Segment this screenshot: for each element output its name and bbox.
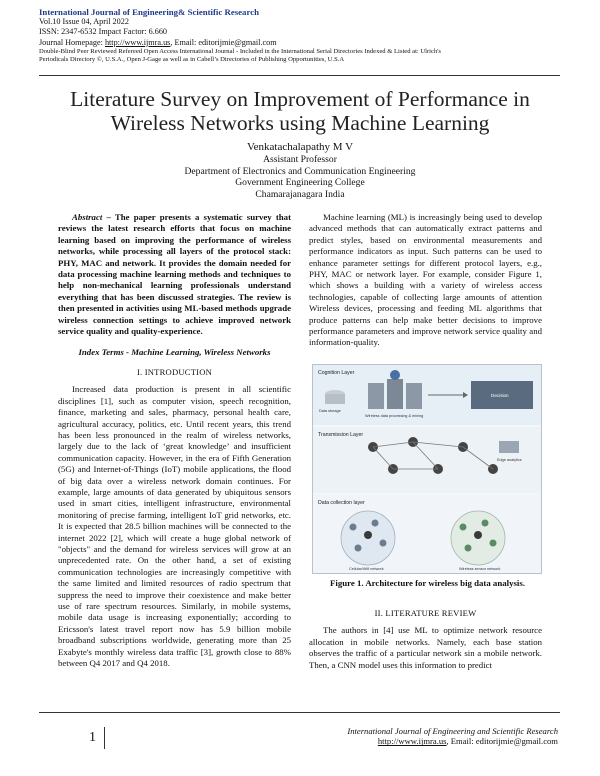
footer-journal-name: International Journal of Engineering and Scientific Research bbox=[347, 726, 558, 736]
server-icon bbox=[368, 383, 384, 409]
edge-server-icon bbox=[499, 441, 519, 453]
journal-title: International Journal of Engineering& Scientific Research bbox=[39, 7, 259, 17]
cognition-layer-label: Cognition Layer bbox=[318, 370, 355, 376]
device-icon bbox=[380, 540, 387, 547]
footer-journal-info bbox=[347, 726, 558, 747]
device-icon bbox=[372, 520, 379, 527]
homepage-label: Journal Homepage: bbox=[39, 37, 105, 47]
decision-label: Decision bbox=[491, 393, 509, 398]
journal-header bbox=[39, 7, 569, 65]
homepage-line bbox=[39, 38, 569, 48]
homepage-link[interactable]: http://www.ijmra.us bbox=[104, 37, 171, 47]
section-introduction-heading: I. INTRODUCTION bbox=[136, 366, 213, 377]
gateway-icon bbox=[474, 531, 482, 539]
footer-url-link[interactable]: http://www.ijmra.us bbox=[377, 736, 447, 747]
author-dept: Department of Electronics and Communication Engineering bbox=[184, 165, 416, 177]
device-icon bbox=[350, 524, 357, 531]
author-college: Government Engineering College bbox=[235, 177, 365, 189]
page-footer bbox=[39, 712, 560, 747]
right-column-lower bbox=[309, 604, 542, 671]
indexing-line-1: Double-Blind Peer Reviewed Refereed Open Access International Journal - Included in the International Serial Directories Indexed & Listed at: Ulrich's bbox=[39, 47, 441, 55]
sensor-icon bbox=[490, 540, 497, 547]
network-node-icon bbox=[390, 370, 400, 380]
figure-caption: Figure 1. Architecture for wireless big data analysis. bbox=[330, 578, 525, 588]
author-position: Assistant Professor bbox=[263, 154, 337, 165]
processing-label: Wireless data processing & mining bbox=[365, 414, 424, 418]
issn-info: ISSN: 2347-6532 Impact Factor: 6.660 bbox=[39, 27, 168, 37]
paper-title: Literature Survey on Improvement of Performance in Wireless Networks using Machine Learning bbox=[70, 87, 530, 135]
footer-divider bbox=[39, 712, 560, 713]
left-column bbox=[58, 212, 291, 669]
volume-info: Vol.10 Issue 04, April 2022 bbox=[39, 17, 129, 27]
footer-email: , Email: editorijmie@gmail.com bbox=[446, 736, 558, 747]
sensor-icon bbox=[482, 520, 489, 527]
introduction-text: Increased data production is present in all scientific disciplines [1], such as computer vision, speech recognition, finance, marketing and sales, pharmacy, personal health care, agricultural accuracy, politics, etc. Until recent years, this trend has been less pronounced in the realm of wireless networks, largely due to the lack of ‘great knowledge’ and insufficient communication capacity. However, in the era of Fifth Generation (5G) and Internet-of-Things (IoT) mobile applications, the flood of big data over a wireless network domain continues. For example, large amounts of data generated by ubiquitous sensors used in smart cities, intelligent infrastructure, environmental monitoring of precise farming, intelligent IoT grid networks, etc. It is expected that 28.5 billion machines will be connected to the internet 2022 [2], which will create a huge global network of "objects" and the demand for wireless services will grow at an unprecedented rate. On the other hand, a set of existing communication technologies are increasingly competitive with the same limited and limited resources of radio spectrum that suppress the need to improve their coexistence and make better use of rare spectrum resources. Similarly, in mobile systems, mobile data usage is increasing exponentially; according to Ericsson's latest travel report now has 5.9 billion mobile broadband subscriptions worldwide, generating more than 25 Exabyte's monthly wireless data traffic [3], growth close to 88% between Q4 2017 and Q4 2018. bbox=[58, 384, 291, 669]
sensor-icon bbox=[460, 524, 467, 531]
edge-analytics-label: Edge analytics bbox=[497, 458, 522, 462]
server-icon bbox=[387, 379, 403, 409]
ml-paragraph: Machine learning (ML) is increasingly being used to develop advanced methods that can automatically extract patterns and predict styles, based on environmental measurements and performance indicators as input. Such patterns can be used to enhance parameter settings for different protocol layers, e.g., PHY, MAC or network layer. For example, consider Figure 1, which shows a building with a variety of wireless access technologies, capable of collecting large amounts of attention Wireless devices, processing and feeding ML algorithms that produce patterns can help make better decisions to improve performance parameters and improve network service quality and information-quality. bbox=[309, 212, 542, 348]
header-divider bbox=[39, 75, 560, 76]
author-name: Venkatachalapathy M V bbox=[246, 141, 354, 153]
figure-architecture bbox=[312, 364, 542, 574]
index-terms: Index Terms - Machine Learning, Wireless Networks bbox=[78, 347, 271, 358]
section-literature-heading: II. LITERATURE REVIEW bbox=[374, 608, 477, 618]
abstract bbox=[58, 212, 291, 337]
transmission-layer-label: Transmission Layer bbox=[318, 432, 364, 438]
cellular-wifi-label: Cellular/Wifi network bbox=[349, 567, 384, 571]
data-storage-body bbox=[325, 394, 345, 404]
abstract-text: – The paper presents a systematic survey that reviews the latest research efforts that focus on machine learning based on improving the performance of wireless networks, while processing all layers of the protocol stack: PHY, MAC and network. It provides the domain needed for data processing machine learning methods and techniques to help non-mechanical learning professionals understand everything that has been discussed strategies. The review is then presented in activities using ML-based methods upgrade wireless connection settings to achieve improved network service quality and quality-experience. bbox=[58, 212, 291, 337]
indexing-line-2: Periodicals Directory ©, U.S.A., Open J-Gage as well as in Cabell’s Directories of Publishing Opportunities, U.S.A bbox=[39, 56, 345, 64]
literature-text: The authors in [4] use ML to optimize network resource allocation in mobile networks. Namely, each base station observes the traffic of a particular network sin a mobile network. Then, a CNN model uses this information to predict bbox=[309, 625, 542, 670]
collection-layer-label: Data collection layer bbox=[318, 500, 365, 506]
page-number: 1 bbox=[89, 727, 105, 749]
author-block bbox=[40, 140, 560, 200]
device-icon bbox=[355, 545, 362, 552]
email-label: , Email: editorijmie@gmail.com bbox=[170, 37, 277, 47]
server-icon bbox=[406, 383, 422, 409]
right-column bbox=[309, 212, 542, 349]
tower-icon bbox=[364, 531, 372, 539]
sensor-icon bbox=[465, 545, 472, 552]
sensor-network-label: Wireless sensor network bbox=[459, 567, 501, 571]
author-place: Chamarajanagara India bbox=[255, 188, 345, 200]
architecture-diagram bbox=[313, 365, 541, 573]
abstract-label: Abstract bbox=[72, 212, 103, 222]
data-storage-label: Data storage bbox=[319, 409, 341, 413]
